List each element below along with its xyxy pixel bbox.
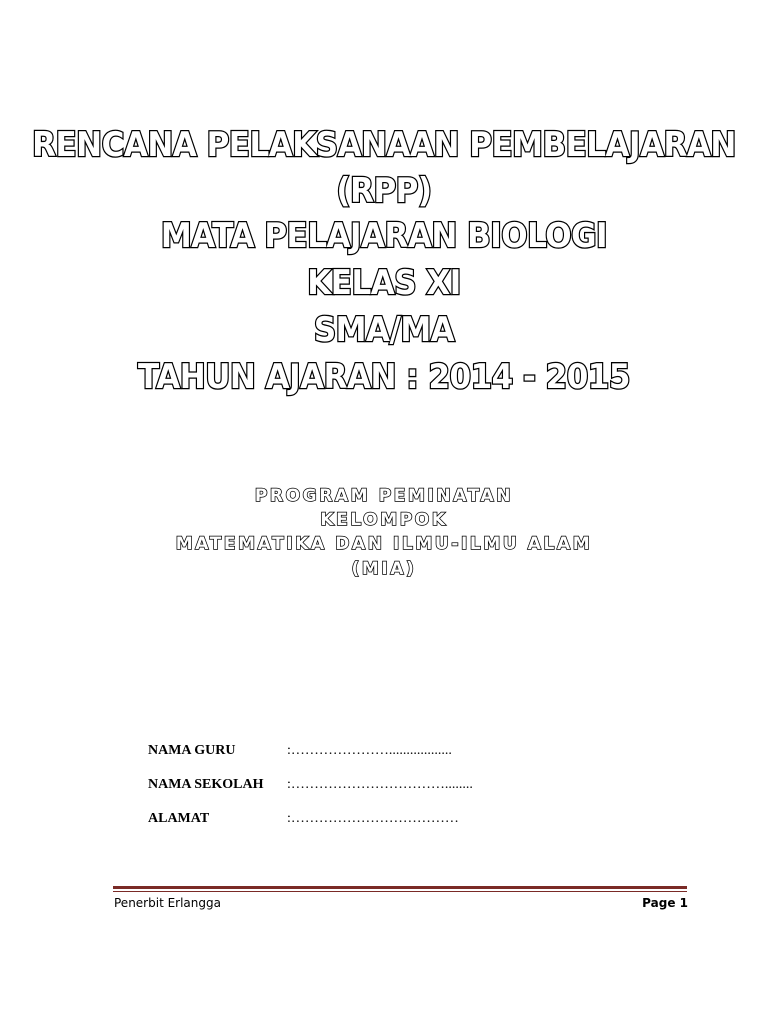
footer-page-number: Page 1 [642, 896, 688, 910]
title-line: KELAS XI [307, 263, 461, 303]
field-value: :……………………………… [287, 811, 459, 826]
footer-publisher: Penerbit Erlangga [114, 896, 221, 910]
title-line: (RPP) [336, 171, 432, 211]
title-line: RENCANA PELAKSANAAN PEMBELAJARAN [32, 125, 736, 165]
program-line: PROGRAM PEMINATAN [254, 486, 514, 506]
footer-divider [113, 891, 687, 892]
footer-divider [113, 886, 687, 889]
title-line: MATA PELAJARAN BIOLOGI [160, 216, 608, 256]
title-line: TAHUN AJARAN : 2014 - 2015 [138, 357, 630, 397]
title-line: SMA/MA [313, 310, 455, 350]
program-line: (MIA) [351, 559, 417, 579]
program-line: MATEMATIKA DAN ILMU-ILMU ALAM [175, 534, 593, 554]
field-label: NAMA SEKOLAH [148, 777, 264, 792]
program-line: KELOMPOK [320, 510, 448, 530]
field-value: :………………….................. [287, 743, 452, 758]
field-value: :……………………………........ [287, 777, 473, 792]
field-label: NAMA GURU [148, 743, 236, 758]
field-label: ALAMAT [148, 811, 210, 826]
